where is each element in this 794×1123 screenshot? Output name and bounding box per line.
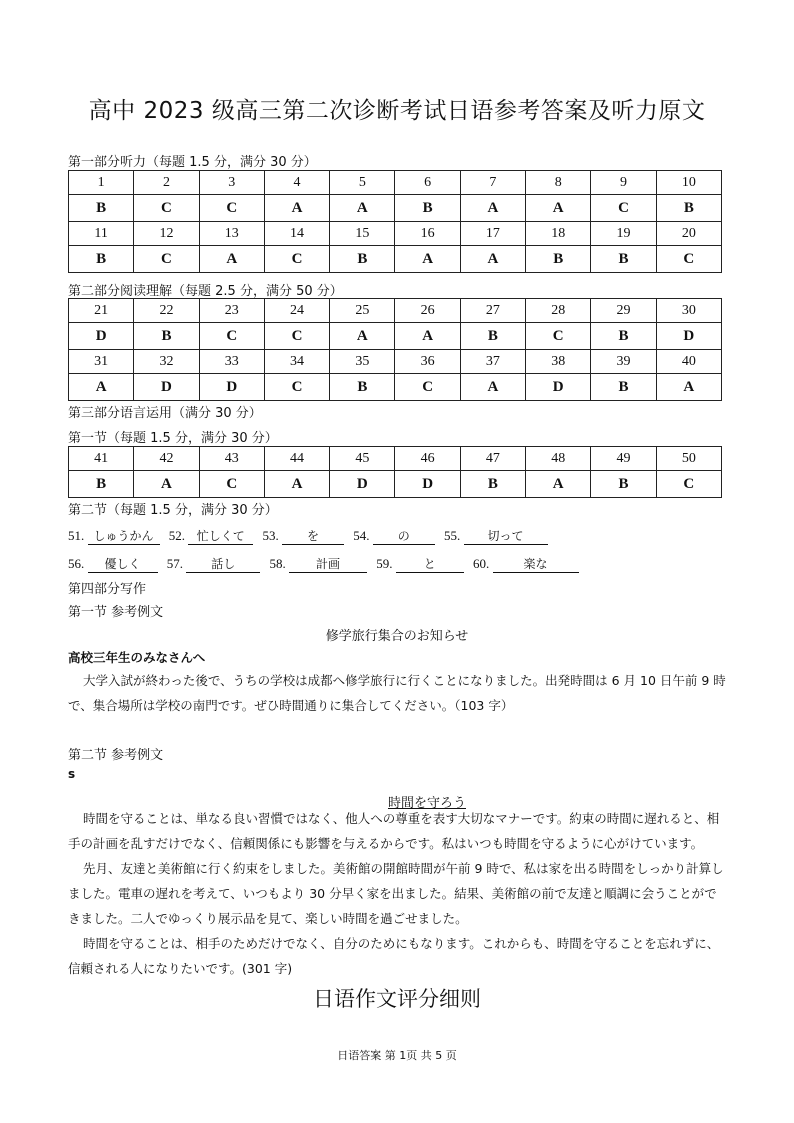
item-number: 55. [444, 528, 461, 543]
answer-letter: B [591, 374, 656, 401]
question-number: 20 [656, 222, 721, 246]
answer-letter: C [199, 323, 264, 350]
fill-in-row-2 [68, 555, 585, 573]
answer-letter: C [199, 471, 264, 498]
part3-section1-heading: 第一节（每题 1.5 分，满分 30 分） [68, 431, 278, 446]
table-row-numbers [69, 222, 722, 246]
answer-letter: A [264, 471, 329, 498]
question-number: 35 [330, 350, 395, 374]
answer-letter: B [591, 471, 656, 498]
table-row-numbers [69, 299, 722, 323]
question-number: 34 [264, 350, 329, 374]
question-number: 1 [69, 171, 134, 195]
answer-letter: A [199, 246, 264, 273]
table-row-numbers [69, 447, 722, 471]
question-number: 17 [460, 222, 525, 246]
answer-letter: C [591, 195, 656, 222]
answer-letter: C [264, 246, 329, 273]
question-number: 10 [656, 171, 721, 195]
answer-blank: 優しく [88, 555, 158, 573]
item-number: 60. [473, 556, 490, 571]
fill-item [68, 527, 160, 545]
question-number: 47 [460, 447, 525, 471]
question-number: 16 [395, 222, 460, 246]
notice-title: 修学旅行集合のお知らせ [325, 629, 469, 644]
answer-letter: C [134, 246, 199, 273]
answer-letter: D [395, 471, 460, 498]
question-number: 2 [134, 171, 199, 195]
question-number: 13 [199, 222, 264, 246]
part1-answer-table [68, 170, 722, 273]
question-number: 31 [69, 350, 134, 374]
answer-letter: A [264, 195, 329, 222]
question-number: 37 [460, 350, 525, 374]
question-number: 46 [395, 447, 460, 471]
answer-letter: C [656, 471, 721, 498]
answer-letter: B [134, 323, 199, 350]
question-number: 29 [591, 299, 656, 323]
answer-letter: C [264, 374, 329, 401]
answer-letter: A [460, 374, 525, 401]
table-row-numbers [69, 350, 722, 374]
item-number: 59. [376, 556, 393, 571]
fill-item [68, 555, 158, 573]
answer-letter: C [395, 374, 460, 401]
answer-letter: C [134, 195, 199, 222]
item-number: 51. [68, 528, 85, 543]
answer-letter: A [460, 195, 525, 222]
answer-blank: 切って [464, 527, 548, 545]
question-number: 19 [591, 222, 656, 246]
question-number: 41 [69, 447, 134, 471]
answer-letter: C [526, 323, 591, 350]
answer-letter: D [134, 374, 199, 401]
part3-section2-heading: 第二节（每题 1.5 分，满分 30 分） [68, 503, 278, 518]
question-number: 6 [395, 171, 460, 195]
table-row-numbers [69, 171, 722, 195]
fill-item [376, 555, 464, 573]
answer-letter: B [69, 195, 134, 222]
question-number: 9 [591, 171, 656, 195]
notice-body: 大学入試が終わった後で、うちの学校は成都へ修学旅行に行くことになりました。出発時間は 6 月 10 日午前 9 時で、集合場所は学校の南門です。ぜひ時間通りに集合してください。（103 字） [68, 673, 726, 713]
fill-item [353, 527, 435, 545]
question-number: 36 [395, 350, 460, 374]
part1-heading: 第一部分听力（每题 1.5 分，满分 30 分） [68, 155, 317, 170]
answer-letter: C [199, 195, 264, 222]
question-number: 39 [591, 350, 656, 374]
answer-letter: B [69, 246, 134, 273]
question-number: 8 [526, 171, 591, 195]
answer-letter: B [330, 374, 395, 401]
question-number: 21 [69, 299, 134, 323]
answer-letter: D [199, 374, 264, 401]
part4-heading: 第四部分写作 [68, 582, 147, 597]
question-number: 24 [264, 299, 329, 323]
question-number: 42 [134, 447, 199, 471]
table-row-answers [69, 374, 722, 401]
page-footer: 日语答案 第 1页 共 5 页 [337, 1049, 457, 1062]
question-number: 15 [330, 222, 395, 246]
item-number: 56. [68, 556, 85, 571]
answer-letter: C [656, 246, 721, 273]
essay-title: 時間を守ろう [387, 796, 466, 811]
answer-blank: 話し [186, 555, 260, 573]
question-number: 50 [656, 447, 721, 471]
fill-in-row-1 [68, 527, 554, 545]
answer-letter: A [526, 471, 591, 498]
answer-letter: B [460, 471, 525, 498]
answer-letter: D [69, 323, 134, 350]
question-number: 23 [199, 299, 264, 323]
answer-blank: の [373, 527, 435, 545]
question-number: 22 [134, 299, 199, 323]
answer-letter: B [69, 471, 134, 498]
answer-letter: B [526, 246, 591, 273]
answer-letter: D [526, 374, 591, 401]
item-number: 57. [166, 556, 183, 571]
question-number: 4 [264, 171, 329, 195]
answer-letter: B [460, 323, 525, 350]
table-row-answers [69, 195, 722, 222]
answer-letter: B [591, 323, 656, 350]
fill-item [263, 527, 345, 545]
answer-letter: A [460, 246, 525, 273]
answer-blank: 計画 [289, 555, 367, 573]
question-number: 26 [395, 299, 460, 323]
answer-letter: A [330, 323, 395, 350]
part2-answer-table [68, 298, 722, 401]
answer-letter: D [330, 471, 395, 498]
answer-blank: と [396, 555, 464, 573]
table-row-answers [69, 323, 722, 350]
answer-letter: C [264, 323, 329, 350]
question-number: 38 [526, 350, 591, 374]
question-number: 18 [526, 222, 591, 246]
table-row-answers [69, 471, 722, 498]
question-number: 33 [199, 350, 264, 374]
essay-paragraph-2: 先月、友達と美術館に行く約束をしました。美術館の開館時間が午前 9 時で、私は家を出る時間をしっかり計算しました。電車の遅れを考えて、いつもより 30 分早く家を出ました。結果、美術館の前で友達と順調に会うことができました。二人でゆっくり展示品を見て、楽しい時間を過ごせました。 [68, 861, 724, 926]
answer-letter: A [69, 374, 134, 401]
part2-heading: 第二部分阅读理解（每题 2.5 分，满分 50 分） [68, 284, 343, 299]
answer-letter: A [330, 195, 395, 222]
question-number: 3 [199, 171, 264, 195]
table-row-answers [69, 246, 722, 273]
question-number: 25 [330, 299, 395, 323]
item-number: 58. [269, 556, 286, 571]
answer-blank: を [282, 527, 344, 545]
question-number: 44 [264, 447, 329, 471]
question-number: 5 [330, 171, 395, 195]
answer-letter: A [656, 374, 721, 401]
essay-paragraph-3: 時間を守ることは、相手のためだけでなく、自分のためにもなります。これからも、時間を守ることを忘れずに、信頼される人になりたいです。(301 字) [68, 936, 720, 976]
fill-item [169, 527, 254, 545]
answer-letter: B [330, 246, 395, 273]
answer-letter: A [526, 195, 591, 222]
answer-letter: B [395, 195, 460, 222]
question-number: 30 [656, 299, 721, 323]
part4-section2-heading: 第二节 参考例文 [68, 748, 164, 763]
answer-letter: A [395, 323, 460, 350]
answer-letter: B [656, 195, 721, 222]
answer-blank: しゅうかん [88, 527, 160, 545]
question-number: 40 [656, 350, 721, 374]
fill-item [270, 555, 368, 573]
answer-letter: A [134, 471, 199, 498]
question-number: 43 [199, 447, 264, 471]
question-number: 48 [526, 447, 591, 471]
question-number: 11 [69, 222, 134, 246]
item-number: 53. [262, 528, 279, 543]
fill-item [444, 527, 548, 545]
question-number: 7 [460, 171, 525, 195]
part4-section1-heading: 第一节 参考例文 [68, 605, 164, 620]
part3-heading: 第三部分语言运用（满分 30 分） [68, 406, 262, 421]
answer-blank: 楽な [493, 555, 579, 573]
answer-blank: 忙しくて [188, 527, 253, 545]
fill-item [473, 555, 579, 573]
answer-letter: A [395, 246, 460, 273]
stray-marker: s [68, 767, 76, 781]
question-number: 45 [330, 447, 395, 471]
question-number: 49 [591, 447, 656, 471]
fill-item [167, 555, 261, 573]
item-number: 54. [353, 528, 370, 543]
answer-letter: B [591, 246, 656, 273]
question-number: 32 [134, 350, 199, 374]
rubric-title: 日语作文评分细则 [313, 987, 481, 1011]
item-number: 52. [168, 528, 185, 543]
question-number: 14 [264, 222, 329, 246]
page-title: 高中 2023 级高三第二次诊断考试日语参考答案及听力原文 [88, 98, 706, 124]
question-number: 12 [134, 222, 199, 246]
essay-paragraph-1: 時間を守ることは、単なる良い習慣ではなく、他人への尊重を表す大切なマナーです。約束の時間に遅れると、相手の計画を乱すだけでなく、信頼関係にも影響を与えるからです。私はいつも時間を守るように心がけています。 [68, 811, 720, 851]
notice-greeting: 高校三年生のみなさんへ [68, 650, 206, 665]
question-number: 28 [526, 299, 591, 323]
answer-letter: D [656, 323, 721, 350]
part3-answer-table [68, 446, 722, 498]
question-number: 27 [460, 299, 525, 323]
